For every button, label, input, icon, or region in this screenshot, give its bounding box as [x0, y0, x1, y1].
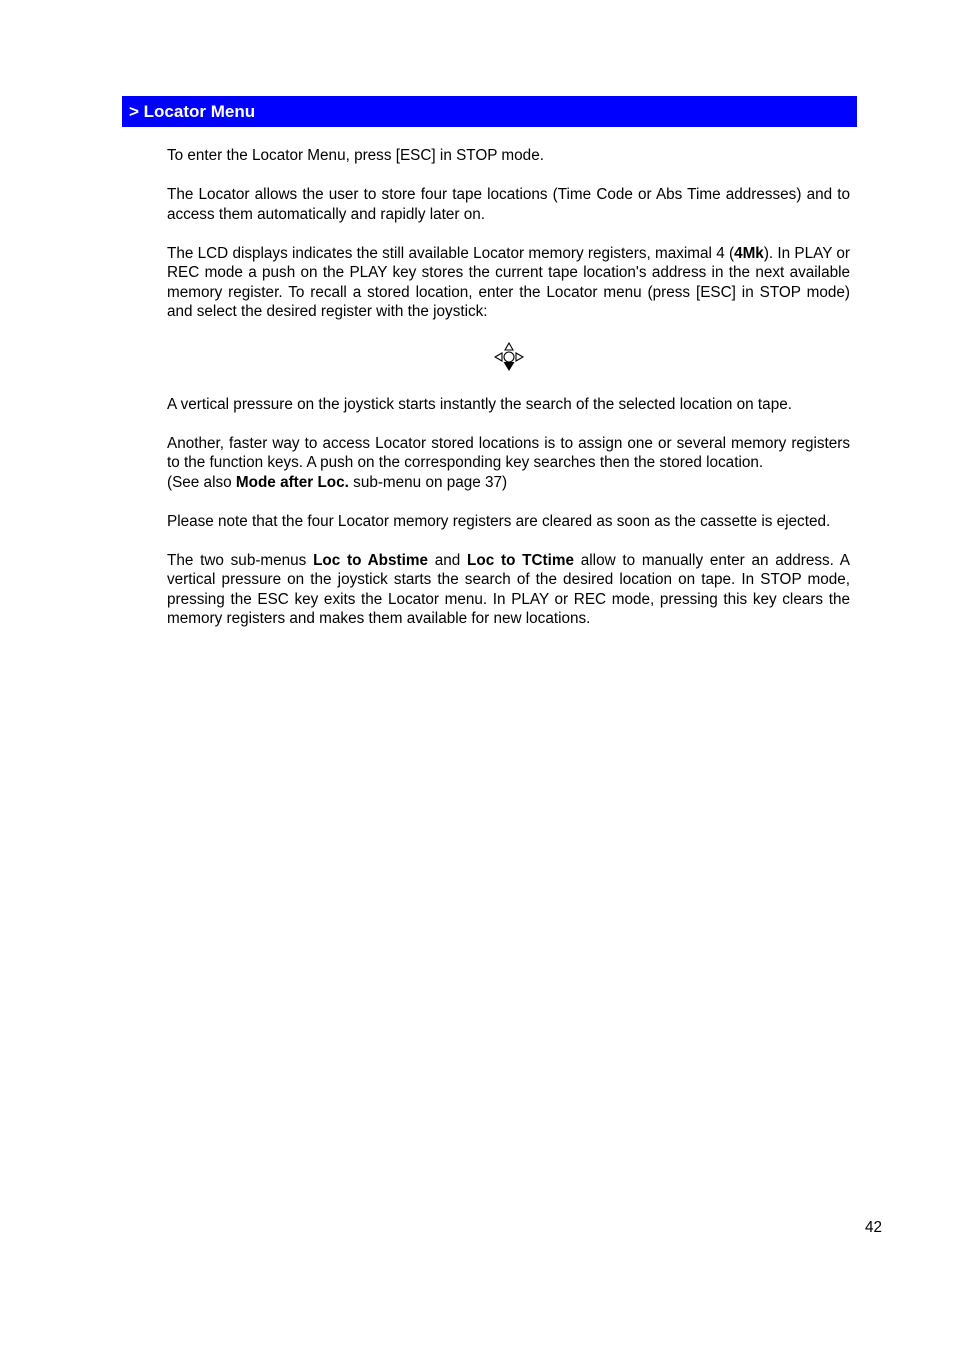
document-body — [167, 146, 850, 648]
paragraph-sub-menus — [167, 551, 850, 629]
text-segment: The LCD displays indicates the still available Locator memory registers, maximal 4 ( — [167, 244, 735, 262]
paragraph-see-also — [167, 473, 850, 493]
text-segment: ). In PLAY or REC mode a push on the PLAY key stores the current tape location's address in the next available memory register. To recall a stored location, enter the Locator menu (press [ESC] in STOP mode) and select the desired register with the joystick: — [167, 244, 850, 320]
section-title: > Locator Menu — [129, 102, 256, 121]
paragraph-vertical-pressure: A vertical pressure on the joystick starts instantly the search of the selected location on tape. — [167, 395, 792, 413]
paragraph-lcd-display — [167, 244, 850, 322]
paragraph-enter-locator: To enter the Locator Menu, press [ESC] in STOP mode. — [167, 147, 544, 164]
paragraph-registers-cleared: Please note that the four Locator memory registers are cleared as soon as the cassette is ejected. — [167, 512, 831, 530]
section-header — [122, 96, 857, 127]
bold-term-loc-to-abstime: Loc to Abstime — [313, 551, 428, 569]
text-segment: (See also — [167, 473, 236, 491]
paragraph-function-keys: Another, faster way to access Locator stored locations is to assign one or several memory registers to the function keys. A push on the corresponding key searches then the stored location. — [167, 434, 850, 471]
bold-term-4mk: 4Mk — [734, 244, 764, 262]
text-segment: The two sub-menus — [167, 551, 314, 569]
text-segment: and — [428, 551, 468, 569]
page-number: 42 — [864, 1219, 882, 1236]
paragraph-locator-intro: The Locator allows the user to store four tape locations (Time Code or Abs Time addresses) and to access them automatically and rapidly later on. — [167, 186, 850, 223]
bold-term-loc-to-tctime: Loc to TCtime — [467, 551, 575, 569]
text-segment: allow to manually enter an address. A vertical pressure on the joystick starts the search of the desired location on tape. In STOP mode, pressing the ESC key exits the Locator menu. In PLAY or REC mode, pressing this key clears the memory registers and makes them available for new locations. — [167, 551, 850, 627]
text-segment: sub-menu on page 37) — [348, 473, 508, 491]
joystick-down-icon — [494, 342, 524, 372]
bold-term-mode-after-loc: Mode after Loc. — [235, 473, 349, 491]
